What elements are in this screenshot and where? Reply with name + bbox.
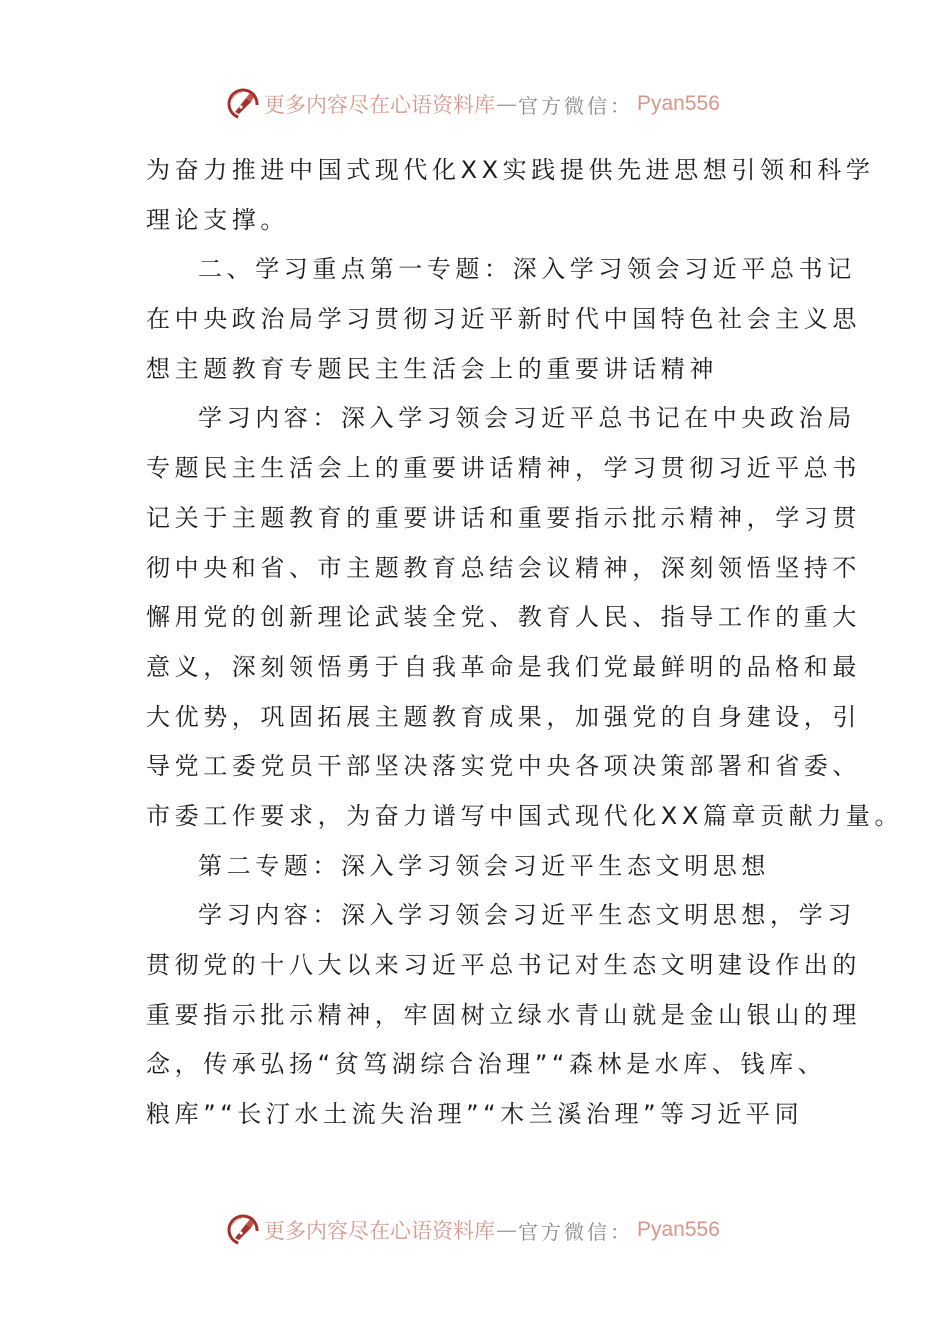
watermark-wechat-label: 官方微信：	[518, 93, 633, 118]
watermark-main-text: 更多内容尽在心语资料库	[264, 93, 495, 117]
watermark-wechat-id: Pyan556	[637, 1218, 720, 1241]
text-line: 导党工委党员干部坚决落实党中央各项决策部署和省委、	[146, 752, 861, 781]
text-line: 理论支撑。	[146, 205, 289, 234]
text-line: 贯彻党的十八大以来习近平总书记对生态文明建设作出的	[146, 951, 861, 979]
text-line: 念，传承弘扬“贫笃湖综合治理”“森林是水库、钱库、	[146, 1050, 827, 1079]
text-line: 重要指示批示精神，牢固树立绿水青山就是金山银山的理	[146, 1000, 861, 1029]
text-line: 专题民主生活会上的重要讲话精神，学习贯彻习近平总书	[146, 454, 861, 483]
text-line: 懈用党的创新理论武装全党、教育人民、指导工作的重大	[146, 603, 861, 632]
text-line: 粮库”“长汀水土流失治理”“木兰溪治理”等习近平同	[146, 1100, 804, 1129]
text-line: 彻中央和省、市主题教育总结会议精神，深刻领悟坚持不	[146, 553, 861, 582]
watermark-main-text: 更多内容尽在心语资料库	[264, 1219, 495, 1243]
text-line: 想主题教育专题民主生活会上的重要讲话精神	[146, 354, 718, 383]
pen-nib-logo-icon	[226, 87, 260, 121]
text-line: 大优势，巩固拓展主题教育成果，加强党的自身建设，引	[146, 702, 861, 731]
section-heading-topic-1: 二、学习重点第一专题：深入学习领会习近平总书记	[198, 255, 856, 284]
footer-watermark	[226, 1210, 720, 1250]
paragraph-start: 学习内容：深入学习领会习近平总书记在中央政治局	[198, 404, 856, 433]
section-heading-topic-2: 第二专题：深入学习领会习近平生态文明思想	[198, 851, 770, 880]
watermark-wechat-label: 官方微信：	[518, 1219, 633, 1244]
watermark-dash: —	[496, 92, 517, 116]
watermark-dash: —	[496, 1218, 517, 1242]
text-line: 在中央政治局学习贯彻习近平新时代中国特色社会主义思	[146, 305, 861, 334]
text-line: 市委工作要求，为奋力谱写中国式现代化XX篇章贡献力量。	[146, 801, 904, 830]
document-body	[146, 146, 904, 1140]
text-line: 意义，深刻领悟勇于自我革命是我们党最鲜明的品格和最	[146, 652, 861, 681]
text-line: 为奋力推进中国式现代化XX实践提供先进思想引领和科学	[146, 156, 875, 184]
watermark-wechat-id: Pyan556	[637, 92, 720, 115]
paragraph-start: 学习内容：深入学习领会习近平生态文明思想，学习	[198, 901, 856, 930]
header-watermark	[226, 84, 720, 124]
pen-nib-logo-icon	[226, 1213, 260, 1247]
text-line: 记关于主题教育的重要讲话和重要指示批示精神，学习贯	[146, 503, 861, 532]
